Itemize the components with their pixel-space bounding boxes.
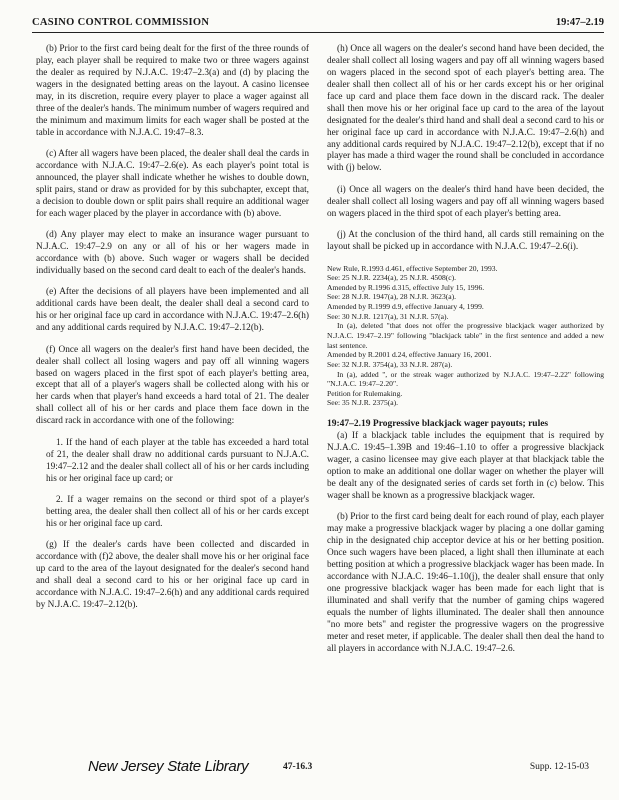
history-line: New Rule, R.1993 d.461, effective September 20, 1993. (327, 263, 498, 273)
running-header (32, 16, 604, 33)
paragraph-c: (c) After all wagers have been placed, the dealer shall deal the cards in accordance with N.J.A.C. 19:47–2.6(e). As each player's point total is announced, the player shall indicate whether he wishes to double down, split pairs, stand or draw as provided for by this subchapter, except that, a decision to double down or split pairs shall require an additional wager for each wager placed by the player in accordance with (b) above. (36, 149, 309, 219)
page-footer (0, 758, 619, 788)
history-line: See: 32 N.J.R. 3754(a), 33 N.J.R. 287(a). (327, 359, 453, 369)
paragraph-e: (e) After the decisions of all players have been implemented and all additional cards have been dealt, the dealer shall deal a second card to his or her original face up card in accordance with N.J.A.C. 19:47–2.6(h) and any additional cards required by N.J.A.C. 19:47–2.12(b). (36, 287, 309, 334)
left-column (36, 44, 309, 621)
header-section-number: 19:47–2.19 (555, 17, 604, 28)
history-line: Amended by R.2001 d.24, effective January 16, 2001. (327, 350, 492, 360)
paragraph-d: (d) Any player may elect to make an insurance wager pursuant to N.J.A.C. 19:47–2.9 on any or all of his or her wagers made in accordance with (b) above. Such wager or wagers shall be decided individually based on the second card dealt to each of the dealer's hands. (36, 230, 309, 276)
paragraph-h: (h) Once all wagers on the dealer's second hand have been decided, the dealer shall collect all losing wagers and pay off all winning wagers based on wagers placed in the second spot of each player's betting area. The dealer shall then collect all of his or her cards except his or her original face up card and place them face down in the discard rack. The dealer shall then move his or her original face up card to the area of the layout designated for the dealer's third hand and shall deal a second card to his or her original face up card in accordance with N.J.A.C. 19:47–2.6(h) and any additional cards required by N.J.A.C. 19:47–2.12(b), except that if no player has made a third wager the round shall be concluded in accordance with (j) below. (327, 44, 604, 174)
supplement-date: Supp. 12-15-03 (529, 762, 589, 772)
history-line: See: 30 N.J.R. 1217(a), 31 N.J.R. 57(a). (327, 311, 449, 321)
paragraph-f-2: 2. If a wager remains on the second or third spot of a player's betting area, the dealer shall then collect all of his or her cards except his or her original face up card. (46, 494, 309, 529)
paragraph-2-19-a: (a) If a blackjack table includes the equipment that is required by N.J.A.C. 19:45–1.39B and 19:46–1.10 to offer a progressive blackjack wager, a casino licensee may give each player at that blackjack table the option to make an additional one dollar wager on whether the player will be dealt any of the designated series of cards set forth in (c) below. This wager shall be known as a progressive blackjack wager. (327, 431, 604, 501)
paragraph-f-1: 1. If the hand of each player at the table has exceeded a hard total of 21, the dealer shall draw no additional cards pursuant to N.J.A.C. 19:47–2.12 and the dealer shall collect all of his or her cards including his or her original face up card; or (46, 437, 309, 484)
library-stamp: New Jersey State Library (88, 758, 249, 775)
paragraph-f: (f) Once all wagers on the dealer's first hand have been decided, the dealer shall collect all losing wagers and pay off all winning wagers based on wagers placed in the first spot of each player's betting area, except that all of a player's wagers shall be collected along with his or her cards when that player's hand exceeds a hard total of 21. The dealer shall collect all of his or her cards and place them face down in the discard rack in accordance with one of the following: (36, 344, 309, 427)
paragraph-i: (i) Once all wagers on the dealer's third hand have been decided, the dealer shall collect all losing wagers and pay off all winning wagers based on wagers placed in the third spot of each player's betting area. (327, 184, 604, 219)
history-line: In (a), deleted "that does not offer the progressive blackjack wager authorized by N.J.A.C. 19:47–2.19" following "blackjack table" in the first sentence and added a new last sentence. (327, 321, 604, 350)
section-heading: 19:47–2.19 Progressive blackjack wager payouts; rules (327, 419, 549, 430)
paragraph-2-19-b: (b) Prior to the first card being dealt for each round of play, each player may make a progressive blackjack wager by placing a one dollar gaming chip in the designated chip acceptor device at his or her betting position. Once such wagers have been placed, a light shall then illuminate at each betting position at which a progressive blackjack wager has been made. In accordance with N.J.A.C. 19:46–1.10(j), the dealer shall ensure that only one progressive blackjack wager has been made for each light that is illuminated and shall verify that the number of gaming chips wagered equals the number of lights illuminated. The dealer shall then announce "no more bets" and register the progressive wagers on the progressive meter and reset meter, if applicable. The dealer shall then deal the hand to all players in accordance with N.J.A.C. 19:47–2.6. (327, 512, 604, 654)
paragraph-b: (b) Prior to the first card being dealt for the first of the three rounds of play, each player shall be required to make two or three wagers against the dealer as required by N.J.A.C. 19:47–2.3(a) and (d) by placing the wagers in the designated betting areas on the layout. A casino licensee may, in its discretion, require every player to place a wager against all three of the dealer's hands. The minimum number of wagers required and the minimum and maximum limits for each wager shall be posted at the table in accordance with N.J.A.C. 19:47–8.3. (36, 44, 309, 138)
history-notes (327, 264, 604, 409)
paragraph-j: (j) At the conclusion of the third hand, all cards still remaining on the layout shall be picked up in accordance with N.J.A.C. 19:47–2.6(i). (327, 230, 604, 253)
right-column (327, 44, 604, 665)
history-line: In (a), added ", or the streak wager authorized by N.J.A.C. 19:47–2.22" following "N.J.A.C. 19:47–2.20". (327, 369, 604, 389)
history-line: See: 35 N.J.R. 2375(a). (327, 398, 399, 408)
history-line: Petition for Rulemaking. (327, 388, 403, 398)
page-number: 47-16.3 (283, 762, 313, 772)
history-line: See: 25 N.J.R. 2234(a), 25 N.J.R. 4508(c). (327, 273, 457, 283)
history-line: Amended by R.1996 d.315, effective July 15, 1996. (327, 282, 485, 292)
history-line: Amended by R.1999 d.9, effective January 4, 1999. (327, 302, 484, 312)
paragraph-g: (g) If the dealer's cards have been collected and discarded in accordance with (f)2 above, the dealer shall move his or her original face up card to the area of the layout designated for the dealer's second hand and shall deal a second card to his or her original face up card in accordance with N.J.A.C. 19:47–2.6(h) and any additional cards required by N.J.A.C. 19:47–2.12(b). (36, 540, 309, 610)
history-line: See: 28 N.J.R. 1947(a), 28 N.J.R. 3623(a). (327, 292, 457, 302)
header-title: CASINO CONTROL COMMISSION (32, 17, 210, 28)
